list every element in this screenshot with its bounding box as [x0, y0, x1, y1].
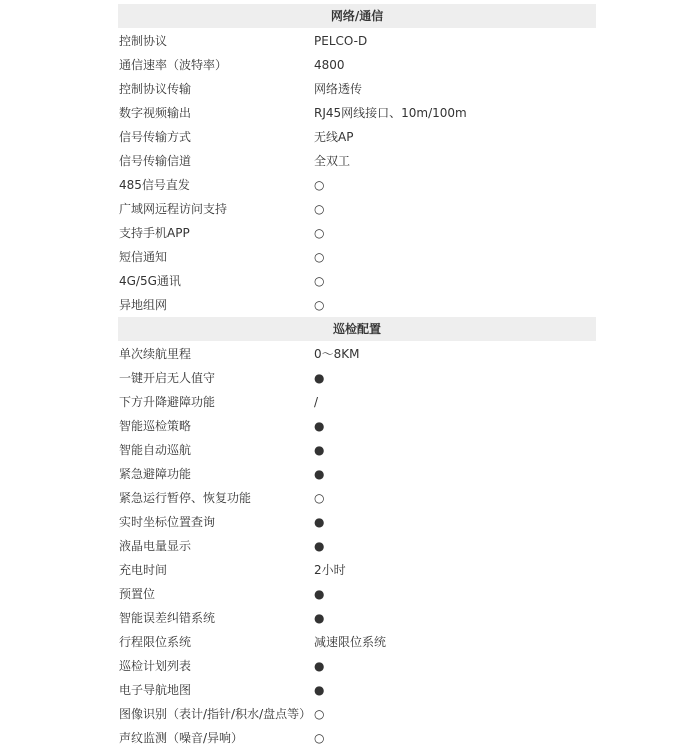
spec-label: 行程限位系统	[119, 635, 192, 649]
spec-label: 一键开启无人值守	[119, 371, 216, 385]
spec-label: 控制协议传输	[119, 82, 192, 96]
spec-value: 2小时	[314, 563, 346, 577]
table-row	[118, 534, 596, 558]
spec-value: ●	[314, 371, 325, 385]
spec-label: 预置位	[119, 587, 156, 601]
spec-value: ○	[314, 707, 325, 721]
spec-value: ○	[314, 250, 325, 264]
spec-label: 短信通知	[119, 250, 168, 264]
table-row	[118, 390, 596, 414]
table-row	[118, 245, 596, 269]
spec-value: ●	[314, 467, 325, 481]
table-row	[118, 221, 596, 245]
table-row	[118, 558, 596, 582]
spec-value: 0～8KM	[314, 347, 360, 361]
spec-value: 4800	[314, 58, 345, 72]
table-row	[118, 53, 596, 77]
section-title: 巡检配置	[118, 317, 596, 342]
spec-label: 485信号直发	[119, 178, 190, 192]
spec-label: 充电时间	[119, 563, 168, 577]
spec-label: 巡检计划列表	[119, 659, 192, 673]
table-row	[118, 630, 596, 654]
spec-label: 4G/5G通讯	[119, 274, 181, 288]
section-header-row	[118, 4, 596, 29]
section-title: 网络/通信	[118, 4, 596, 29]
table-row	[118, 414, 596, 438]
spec-value: /	[314, 395, 319, 409]
spec-label: 实时坐标位置查询	[119, 515, 216, 529]
spec-value: ○	[314, 491, 325, 505]
spec-label: 支持手机APP	[119, 226, 190, 240]
table-row	[118, 342, 596, 367]
table-row	[118, 149, 596, 173]
spec-value: 减速限位系统	[314, 635, 387, 649]
spec-value: ●	[314, 443, 325, 457]
table-row	[118, 726, 596, 750]
table-row	[118, 29, 596, 54]
spec-table	[118, 4, 596, 750]
spec-label: 下方升降避障功能	[119, 395, 216, 409]
spec-value: ●	[314, 539, 325, 553]
table-row	[118, 654, 596, 678]
spec-table-body	[118, 4, 596, 750]
table-row	[118, 101, 596, 125]
table-row	[118, 269, 596, 293]
spec-value: 无线AP	[314, 130, 354, 144]
spec-label: 图像识别（表计/指针/积水/盘点等）	[119, 707, 312, 721]
table-row	[118, 438, 596, 462]
table-row	[118, 462, 596, 486]
spec-label: 广域网远程访问支持	[119, 202, 228, 216]
table-row	[118, 293, 596, 317]
table-row	[118, 510, 596, 534]
table-row	[118, 125, 596, 149]
spec-label: 单次续航里程	[119, 347, 192, 361]
spec-label: 通信速率（波特率）	[119, 58, 228, 72]
spec-value: 网络透传	[314, 82, 363, 96]
spec-table-container	[118, 4, 596, 750]
spec-value: PELCO-D	[314, 34, 368, 48]
spec-label: 数字视频输出	[119, 106, 192, 120]
spec-value: ○	[314, 274, 325, 288]
section-header-row	[118, 317, 596, 342]
spec-value: ●	[314, 419, 325, 433]
table-row	[118, 77, 596, 101]
spec-label: 控制协议	[119, 34, 168, 48]
spec-value: ●	[314, 659, 325, 673]
spec-value: ●	[314, 611, 325, 625]
table-row	[118, 582, 596, 606]
spec-label: 声纹监测（噪音/异响）	[119, 731, 244, 745]
spec-label: 信号传输信道	[119, 154, 192, 168]
spec-value: ○	[314, 731, 325, 745]
table-row	[118, 606, 596, 630]
spec-label: 信号传输方式	[119, 130, 192, 144]
spec-label: 紧急避障功能	[119, 467, 192, 481]
spec-value: RJ45网线接口、10m/100m	[314, 106, 467, 120]
spec-label: 液晶电量显示	[119, 539, 192, 553]
spec-value: ●	[314, 683, 325, 697]
spec-label: 紧急运行暂停、恢复功能	[119, 491, 252, 505]
spec-value: 全双工	[314, 154, 351, 168]
table-row	[118, 702, 596, 726]
table-row	[118, 197, 596, 221]
spec-value: ○	[314, 226, 325, 240]
table-row	[118, 678, 596, 702]
spec-label: 智能自动巡航	[119, 443, 192, 457]
spec-value: ○	[314, 298, 325, 312]
spec-value: ○	[314, 178, 325, 192]
spec-label: 智能巡检策略	[119, 419, 192, 433]
spec-value: ●	[314, 587, 325, 601]
spec-value: ●	[314, 515, 325, 529]
table-row	[118, 486, 596, 510]
spec-label: 智能误差纠错系统	[119, 611, 216, 625]
spec-label: 异地组网	[119, 298, 168, 312]
spec-label: 电子导航地图	[119, 683, 192, 697]
spec-value: ○	[314, 202, 325, 216]
table-row	[118, 173, 596, 197]
table-row	[118, 366, 596, 390]
